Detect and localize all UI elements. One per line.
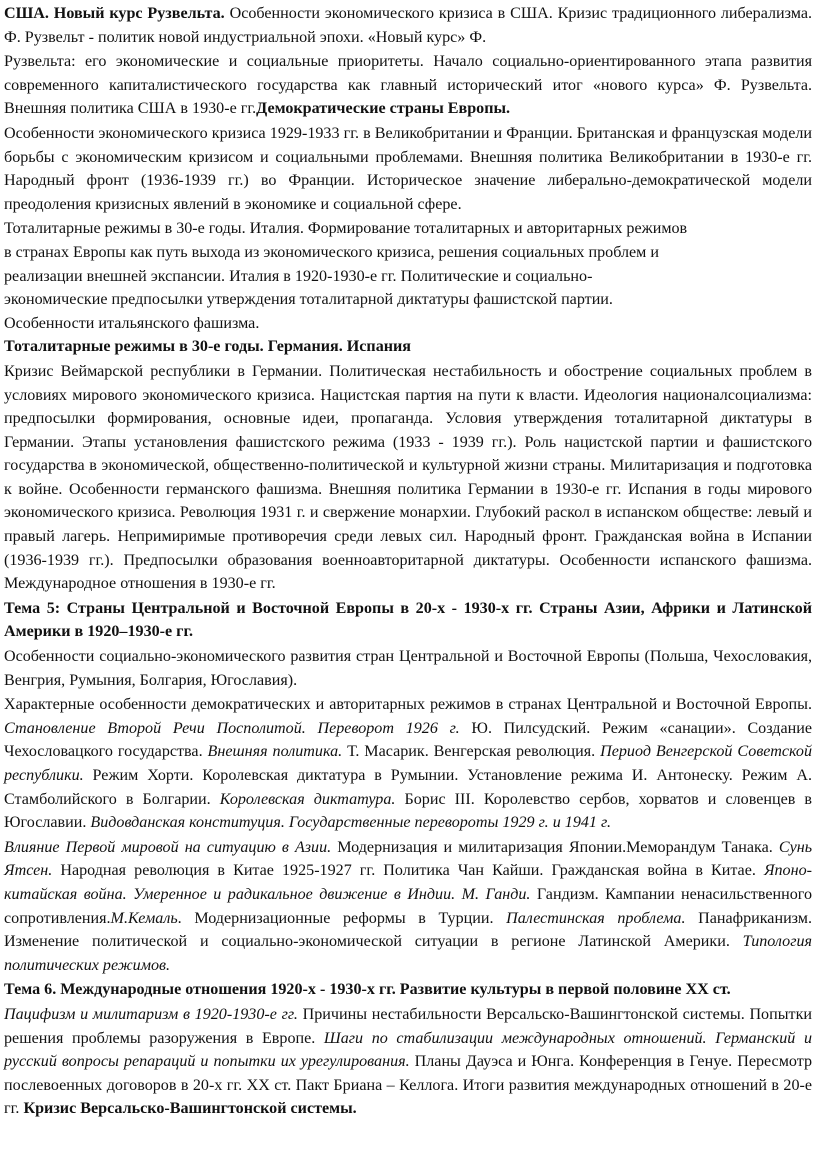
text-run: . Модернизационные реформы в Турции. [177,909,507,927]
text-run: Гандизм. Кампании ненасильственного сопротивления. [4,885,812,927]
text-run: Борис III. Королевство сербов, хорватов и словенцев в Югославии. [4,790,812,832]
text-run: Народная революция в Китае 1925-1927 гг. Политика Чан Кайши. Гражданская война в Китае. [52,862,764,880]
italic-run: Японо-китайская война. Умеренное и радикальное движение в Индии. М. Ганди. [4,862,812,903]
italic-run: Типология политических режимов. [4,933,812,974]
italy-line: Особенности итальянского фашизма. [4,314,260,332]
italic-run: Видовданская конституция. Государственные перевороты 1929 г. и 1941 г. [90,814,612,832]
paragraph-italy [4,217,812,335]
section-heading-topic-6: Тема 6. Международные отношения 1920-х - 1930-х гг. Развитие культуры в первой половине XX ст. [4,981,731,999]
text-run: Панафриканизм. Изменение политической и социально-экономической ситуации в регионе Латинской Америки. [4,909,813,951]
section-heading-topic-5: Тема 5: Страны Центральной и Восточной Европы в 20-х - 1930-х гг. Страны Азии, Африки и Латинской Америки в 1920–1930-е гг. [4,599,812,641]
section-heading-germany-spain: Тоталитарные режимы в 30-е годы. Германия. Испания [4,338,412,356]
italic-run: Внешняя политика. [207,743,343,761]
text-run: Причины нестабильности Версальско-Вашингтонской системы. Попытки решения проблемы разоружения в Европе. [4,1005,812,1047]
italy-line: в странах Европы как путь выхода из экономического кризиса, решения социальных проблем и [4,243,659,261]
italic-run: Королевская диктатура. [219,790,396,808]
paragraph-text: Особенности социально-экономического развития стран Центральной и Восточной Европы (Польша, Чехословакия, Венгрия, Румыния, Болгария, Югославия). [4,648,812,689]
italic-run: Становление Второй Речи Посполитой. Переворот 1926 г. [4,719,460,737]
paragraph-usa-new-deal [4,2,812,49]
section-heading-usa: США. Новый курс Рузвельта. [4,5,225,22]
italic-run: Влияние Первой мировой на ситуацию в Азии. [4,838,332,856]
text-run: Планы Дауэса и Юнга. Конференция в Генуе. Пересмотр послевоенных договоров в 20-х гг. XX ст. Пакт Бриана – Келлога. Итоги развития международных отношений в 20-е гг. [4,1053,812,1118]
italic-run: Шаги по стабилизации международных отношений. Германский и русский вопросы репараций и попытки их урегулирования. [4,1029,812,1071]
paragraph-germany-spain [4,360,812,596]
text-run: Характерные особенности демократических и авторитарных режимов в странах Центральной и Восточной Европы. [4,696,812,714]
italy-line: Тоталитарные режимы в 30-е годы. Италия. Формирование тоталитарных и авторитарных режимов [4,220,688,238]
paragraph-regimes [4,693,812,835]
italy-line: экономические предпосылки утверждения тоталитарной диктатуры фашистской партии. [4,291,613,309]
italic-run: Период Венгерской Советской республики. [4,743,813,784]
paragraph-text: Особенности экономического кризиса в США. Кризис традиционного либерализма. Ф. Рузвельт - политик новой индустриальной эпохи. «Новый курс» Ф. [4,5,812,46]
italic-run: М.Кемаль [110,909,178,927]
italic-run: Палестинская проблема. [506,909,686,927]
text-run: Режим Хорти. Королевская диктатура в Румынии. Установление режима И. Антонеску. Режим А. Стамболийского в Болгарии. [4,767,812,808]
paragraph-text: Особенности экономического кризиса 1929-1933 гг. в Великобритании и Франции. Британская и французская модели борьбы с экономическим кризисом и социальными проблемами. Внешняя политика Великобритании в 1930-е гг. Народный фронт (1936-1939 гг.) во Франции. Историческое значение либерально-демократической модели преодоления кризисных явлений в экономике и социальной сфере. [4,124,812,213]
text-run: Модернизация и милитаризация Японии.Меморандум Танака. [331,838,779,856]
paragraph-text: Рузвельта: его экономические и социальные приоритеты. Начало социально-ориентированного этапа развития современного капиталистического государства как главный исторический итог «нового курса» Ф. Рузвельта. Внешняя политика США в 1930-е гг. [4,53,812,118]
paragraph-roosevelt-priorities [4,50,812,121]
section-heading-democracies: Демократические страны Европы. [256,100,511,118]
bold-run: Кризис Версальско-Вашингтонской системы. [23,1100,357,1118]
italic-run: Сунь Ятсен. [4,838,813,880]
paragraph-international-relations [4,1003,812,1121]
paragraph-central-eastern-europe [4,645,812,692]
italy-line: реализации внешней экспансии. Италия в 1920-1930-е гг. Политические и социально- [4,267,593,285]
italic-run: Пацифизм и милитаризм в 1920-1930-е гг. [4,1005,298,1023]
paragraph-asia-africa-latam [4,836,812,978]
text-run: Ю. Пилсудский. Режим «санации». Создание Чехословацкого государства. [4,719,812,761]
paragraph-text: Кризис Веймарской республики в Германии. Политическая нестабильность и обострение социальных проблем в условиях мирового экономического кризиса. Нацистская партия на пути к власти. Идеология националсоциализма: предпосылки формирования, основные идеи, пропаганда. Условия утверждения тоталитарной диктатуры в Германии. Этапы установления фашистского режима (1933 - 1939 гг.). Роль нацистской партии и фашистского государства в экономической, общественно-политической и культурной жизни страны. Милитаризация и подготовка к войне. Особенности германского фашизма. Внешняя политика Германии в 1930-е гг. Испания в годы мирового экономического кризиса. Революция 1931 г. и свержение монархии. Глубокий раскол в испанском обществе: левый и правый лагерь. Непримиримые противоречия среди левых сил. Народный фронт. Гражданская война в Испании (1936-1939 гг.). Предпосылки образования военноавторитарной диктатуры. Особенности испанского фашизма. Международное отношения в 1930-е гг. [4,362,812,593]
paragraph-britain-france [4,122,812,216]
text-run: Т. Масарик. Венгерская революция. [342,743,601,761]
